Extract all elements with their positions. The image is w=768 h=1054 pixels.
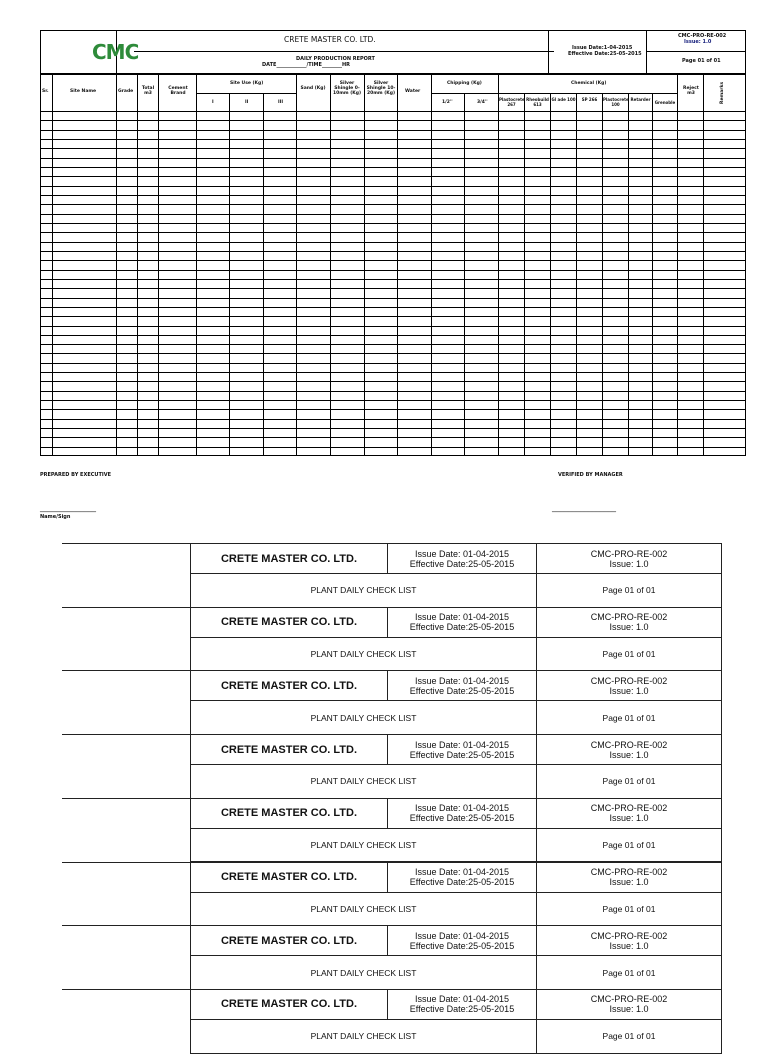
checklist-company: CRETE MASTER CO. LTD.	[190, 798, 388, 829]
checklist-dates	[387, 798, 537, 829]
table-row	[40, 353, 746, 354]
checklist-doc-code: CMC-PRO-RE-002	[590, 803, 668, 814]
table-row	[40, 381, 746, 382]
table-row	[40, 148, 746, 149]
checklist-separator	[62, 862, 190, 863]
table-row	[40, 316, 746, 317]
checklist-issue: Issue: 1.0	[609, 558, 649, 569]
checklist-issue: Issue: 1.0	[609, 622, 649, 633]
table-row	[40, 167, 746, 168]
report-company: CRETE MASTER CO. LTD.	[284, 35, 376, 44]
checklist-effective-date: Effective Date:25-05-2015	[409, 685, 515, 696]
col-remarks: Remarks	[720, 81, 725, 104]
table-row	[40, 428, 746, 429]
checklist-dates	[387, 862, 537, 893]
table-row	[40, 130, 746, 131]
table-row	[40, 391, 746, 392]
col-chem-1: Plastocrete 267	[499, 97, 525, 107]
col-chem-4: SP 266	[581, 97, 598, 102]
table-row	[40, 120, 746, 121]
checklist-code-cell	[536, 925, 722, 956]
report-effective-date: Effective Date:25-05-2015	[568, 51, 642, 57]
col-water: Water	[405, 89, 421, 94]
table-row	[40, 176, 746, 177]
checklist-title: PLANT DAILY CHECK LIST	[190, 955, 537, 990]
table-row	[40, 344, 746, 345]
checklist-separator	[62, 989, 190, 990]
checklist-separator	[62, 543, 190, 544]
col-reject: Reject m3	[683, 86, 699, 96]
col-sr: Sr.	[42, 89, 49, 94]
col-chipping-1: 1/2''	[442, 100, 453, 105]
checklist-doc-code: CMC-PRO-RE-002	[590, 675, 668, 686]
checklist-company: CRETE MASTER CO. LTD.	[190, 670, 388, 701]
checklist-effective-date: Effective Date:25-05-2015	[409, 940, 515, 951]
checklist-code-cell	[536, 670, 722, 701]
checklist-separator	[62, 607, 190, 608]
table-row	[40, 251, 746, 252]
col-site-use-2: II	[245, 100, 249, 105]
checklist-doc-code: CMC-PRO-RE-002	[590, 994, 668, 1005]
checklist-issue: Issue: 1.0	[609, 749, 649, 760]
table-row	[40, 437, 746, 438]
checklist-code-cell	[536, 607, 722, 638]
checklist-issue-date: Issue Date: 01-04-2015	[414, 994, 510, 1005]
checklist-issue: Issue: 1.0	[609, 1004, 649, 1015]
table-row	[40, 204, 746, 205]
col-grade: Grade	[118, 89, 134, 94]
checklist-page: Page 01 of 01	[536, 573, 722, 608]
checklist-title: PLANT DAILY CHECK LIST	[190, 828, 537, 863]
col-chem-6: Retarder	[630, 97, 651, 102]
col-chipping: Chipping (Kg)	[447, 81, 482, 86]
checklist-dates	[387, 734, 537, 765]
checklist-code-cell	[536, 862, 722, 893]
verified-sign-line: ________________	[552, 503, 616, 512]
report-issue-date: Issue Date:1-04-2015	[572, 45, 633, 51]
col-chem-2: Rheobuild 613	[526, 97, 549, 107]
table-row	[40, 335, 746, 336]
checklist-effective-date: Effective Date:25-05-2015	[409, 877, 515, 887]
col-site-use-3: III	[278, 100, 284, 105]
report-page: Page 01 of 01	[682, 58, 721, 64]
checklist-effective-date: Effective Date:25-05-2015	[409, 749, 515, 760]
checklist-page: Page 01 of 01	[536, 828, 722, 863]
checklist-separator	[62, 734, 190, 735]
table-row	[40, 409, 746, 410]
checklist-page: Page 01 of 01	[536, 1019, 722, 1054]
table-row	[40, 232, 746, 233]
table-row	[40, 419, 746, 420]
checklist-title: PLANT DAILY CHECK LIST	[190, 892, 537, 927]
col-sand: Sand (Kg)	[300, 86, 326, 91]
checklist-issue-date: Issue Date: 01-04-2015	[414, 803, 510, 814]
checklist-effective-date: Effective Date:25-05-2015	[409, 558, 515, 569]
col-chem-3: Gl ade 100	[551, 97, 576, 102]
company-logo: CMC	[92, 40, 139, 64]
table-row	[40, 326, 746, 327]
col-silver-shingle-1: Silver Shingle 0-10mm (Kg)	[332, 81, 362, 96]
checklist-doc-code: CMC-PRO-RE-002	[590, 548, 668, 559]
checklist-issue-date: Issue Date: 01-04-2015	[414, 867, 510, 877]
table-row	[40, 260, 746, 261]
checklist-page: Page 01 of 01	[536, 700, 722, 735]
checklist-issue-date: Issue Date: 01-04-2015	[414, 612, 510, 623]
checklist-separator	[62, 670, 190, 671]
report-title: DAILY PRODUCTION REPORT	[296, 56, 375, 62]
table-row	[40, 223, 746, 224]
checklist-code-cell	[536, 734, 722, 765]
checklist-dates	[387, 989, 537, 1020]
table-row	[40, 298, 746, 299]
checklist-issue: Issue: 1.0	[609, 940, 649, 951]
col-site-use: Site Use (Kg)	[230, 81, 264, 86]
table-row	[40, 214, 746, 215]
checklist-company: CRETE MASTER CO. LTD.	[190, 989, 388, 1020]
checklist-effective-date: Effective Date:25-05-2015	[409, 1004, 515, 1015]
checklist-dates	[387, 607, 537, 638]
checklist-issue: Issue: 1.0	[609, 813, 649, 824]
checklist-issue-date: Issue Date: 01-04-2015	[414, 930, 510, 941]
checklist-title: PLANT DAILY CHECK LIST	[190, 700, 537, 735]
name-sign-label: Name/Sign	[40, 514, 71, 520]
verified-by-label: VERIFIED BY MANAGER	[558, 472, 623, 478]
checklist-separator	[62, 798, 190, 799]
table-row	[40, 447, 746, 448]
table-row	[40, 288, 746, 289]
table-row	[40, 363, 746, 364]
checklist-company: CRETE MASTER CO. LTD.	[190, 862, 388, 893]
checklist-dates	[387, 670, 537, 701]
table-row	[40, 372, 746, 373]
col-silver-shingle-2: Silver Shingle 10-20mm (Kg)	[366, 81, 396, 96]
checklist-doc-code: CMC-PRO-RE-002	[590, 930, 668, 941]
checklist-separator	[62, 925, 190, 926]
col-chem-5: Plastocrete 100	[603, 97, 629, 107]
checklist-page: Page 01 of 01	[536, 637, 722, 672]
prepared-sign-line: ______________	[40, 503, 96, 512]
checklist-company: CRETE MASTER CO. LTD.	[190, 925, 388, 956]
table-row	[40, 195, 746, 196]
checklist-doc-code: CMC-PRO-RE-002	[590, 612, 668, 623]
checklist-code-cell	[536, 989, 722, 1020]
checklist-issue-date: Issue Date: 01-04-2015	[414, 739, 510, 750]
table-row	[40, 139, 746, 140]
col-site-use-1: I	[212, 100, 214, 105]
col-chipping-2: 3/4''	[477, 100, 488, 105]
checklist-effective-date: Effective Date:25-05-2015	[409, 622, 515, 633]
table-row	[40, 158, 746, 159]
checklist-title: PLANT DAILY CHECK LIST	[190, 637, 537, 672]
report-issue: Issue: 1.0	[684, 39, 712, 45]
table-row	[40, 279, 746, 280]
checklist-page: Page 01 of 01	[536, 955, 722, 990]
checklist-effective-date: Effective Date:25-05-2015	[409, 813, 515, 824]
checklist-title: PLANT DAILY CHECK LIST	[190, 573, 537, 608]
table-row	[40, 270, 746, 271]
checklist-dates	[387, 925, 537, 956]
table-row	[40, 242, 746, 243]
col-cement-brand: Cement Brand	[168, 86, 188, 96]
table-row	[40, 186, 746, 187]
checklist-code-cell	[536, 798, 722, 829]
col-chemical: Chemical (Kg)	[571, 81, 607, 86]
col-site-name: Site Name	[70, 89, 97, 94]
prepared-by-label: PREPARED BY EXECUTIVE	[40, 472, 112, 478]
checklist-title: PLANT DAILY CHECK LIST	[190, 1019, 537, 1054]
checklist-issue-date: Issue Date: 01-04-2015	[414, 548, 510, 559]
report-date-time: DATE____________/TIME________HR	[262, 62, 350, 68]
checklist-doc-code: CMC-PRO-RE-002	[590, 867, 668, 877]
checklist-page: Page 01 of 01	[536, 764, 722, 799]
col-total-m3: Total m3	[141, 86, 155, 96]
checklist-doc-code: CMC-PRO-RE-002	[590, 739, 668, 750]
checklist-company: CRETE MASTER CO. LTD.	[190, 734, 388, 765]
table-row	[40, 400, 746, 401]
logo-underline	[134, 51, 554, 52]
checklist-page: Page 01 of 01	[536, 892, 722, 927]
report-doc-code: CMC-PRO-RE-002	[678, 33, 727, 39]
checklist-title: PLANT DAILY CHECK LIST	[190, 764, 537, 799]
checklist-company: CRETE MASTER CO. LTD.	[190, 543, 388, 574]
col-chem-7: Grenoble	[654, 100, 676, 105]
table-row	[40, 307, 746, 308]
checklist-code-cell	[536, 543, 722, 574]
checklist-dates	[387, 543, 537, 574]
report-table	[40, 74, 746, 456]
checklist-issue-date: Issue Date: 01-04-2015	[414, 675, 510, 686]
checklist-issue: Issue: 1.0	[609, 877, 649, 887]
checklist-company: CRETE MASTER CO. LTD.	[190, 607, 388, 638]
checklist-issue: Issue: 1.0	[609, 685, 649, 696]
